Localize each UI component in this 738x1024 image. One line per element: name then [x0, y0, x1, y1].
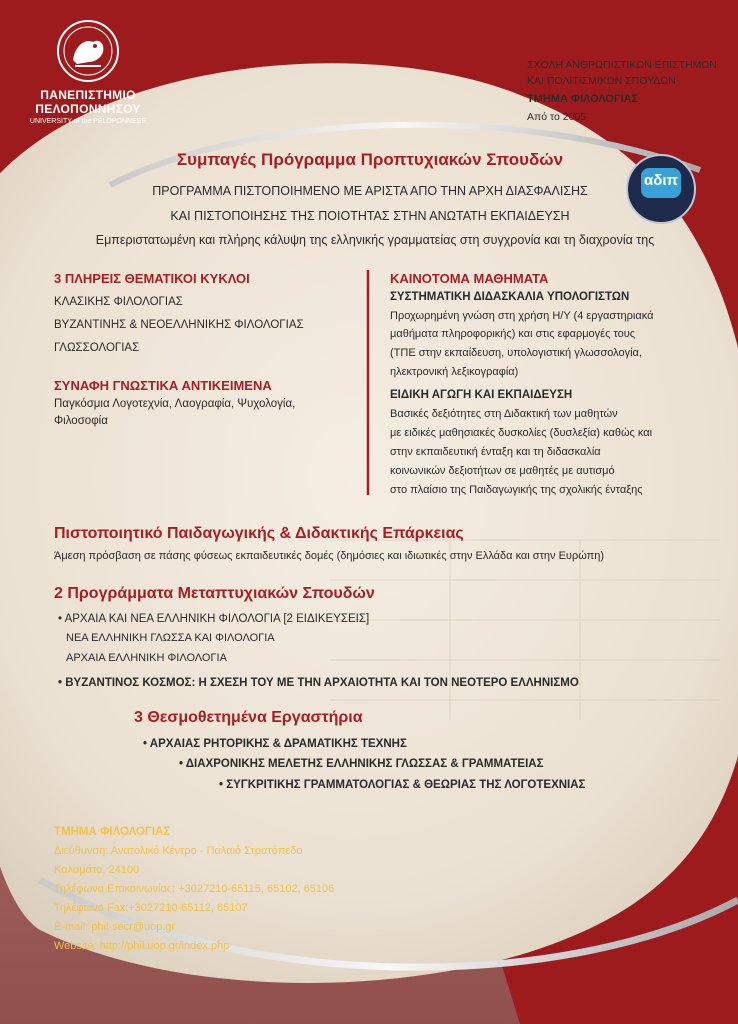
badge-text: αδιπ: [644, 172, 678, 189]
contact-email[interactable]: E-mail: phil-secr@uop.gr: [54, 921, 176, 933]
postgrad-item1: • ΑΡΧΑΙΑ ΚΑΙ ΝΕΑ ΕΛΛΗΝΙΚΗ ΦΙΛΟΛΟΓΙΑ [2 ΕΙΔΙΚΕΥΣΕΙΣ]: [58, 613, 370, 625]
contact-address: Διεύθυνση: Ανατολικό Κέντρο - Παλαιό Στρατόπεδο: [54, 845, 303, 857]
certificate-text: Άμεση πρόσβαση σε πάσης φύσεως εκπαιδευτικές δομές (δημόσιες και ιδιωτικές στην Ελλάδα και στην Ευρώπη): [54, 550, 605, 562]
sub2-line: με ειδικές μαθησιακές δυσκολίες (δυσλεξία) καθώς και: [390, 427, 653, 439]
school-line1: ΣΧΟΛΗ ΑΝΘΡΩΠΙΣΤΙΚΩΝ ΕΠΙΣΤΗΜΩΝ: [527, 59, 717, 71]
school-line2: ΚΑΙ ΠΟΛΙΤΙΣΜΙΚΩΝ ΣΠΟΥΔΩΝ: [527, 75, 676, 87]
innovative-sub1: ΣΥΣΤΗΜΑΤΙΚΗ ΔΙΔΑΣΚΑΛΙΑ ΥΠΟΛΟΓΙΣΤΩΝ: [390, 291, 630, 303]
sub1-line: Προχωρημένη γνώση στη χρήση Η/Υ (4 εργαστηριακά: [390, 310, 654, 322]
contact-title: ΤΜΗΜΑ ΦΙΛΟΛΟΓΙΑΣ: [54, 826, 171, 838]
related-heading: ΣΥΝΑΦΗ ΓΝΩΣΤΙΚΑ ΑΝΤΙΚΕΙΜΕΝΑ: [54, 378, 272, 393]
postgrad-heading: 2 Προγράμματα Μεταπτυχιακών Σπουδών: [54, 585, 375, 602]
cycle-item: ΓΛΩΣΣΟΛΟΓΙΑΣ: [54, 342, 140, 354]
title-line1: ΠΡΟΓΡΑΜΜΑ ΠΙΣΤΟΠΟΙΗΜΕΝΟ ΜΕ ΑΡΙΣΤΑ ΑΠΟ ΤΗΝ ΑΡΧΗ ΔΙΑΣΦΑΛΙΣΗΣ: [152, 184, 588, 198]
contact-website[interactable]: Website: http://phil.uop.gr/index.php: [54, 940, 230, 952]
innovative-heading: ΚΑΙΝΟΤΟΜΑ ΜΑΘΗΜΑΤΑ: [390, 271, 549, 286]
department-title: ΤΜΗΜΑ ΦΙΛΟΛΟΓΙΑΣ: [527, 93, 639, 105]
logo-name-line2: ΠΕΛΟΠΟΝΝΗΣΟΥ: [35, 102, 141, 116]
owl-seal-icon: [55, 18, 121, 84]
contact-phones: Τηλέφωνα Επικοινωνίας: +3027210-65115, 65102, 65106: [54, 883, 335, 895]
cycle-item: ΒΥΖΑΝΤΙΝΗΣ & ΝΕΟΕΛΛΗΝΙΚΗΣ ΦΙΛΟΛΟΓΙΑΣ: [54, 319, 304, 331]
postgrad-item1-sub: ΑΡΧΑΙΑ ΕΛΛΗΝΙΚΗ ΦΙΛΟΛΟΓΙΑ: [66, 652, 227, 664]
sub1-line: μαθήματα πληροφορικής) και στις εφαρμογές τους: [390, 328, 636, 340]
related-line1: Παγκόσμια Λογοτεχνία, Λαογραφία, Ψυχολογία,: [54, 398, 296, 410]
logo-name-en: UNIVERSITY of the PELOPONNESE: [29, 118, 147, 125]
lab-item: • ΑΡΧΑΙΑΣ ΡΗΤΟΡΙΚΗΣ & ΔΡΑΜΑΤΙΚΗΣ ΤΕΧΝΗΣ: [143, 738, 407, 750]
lab-item: • ΣΥΓΚΡΙΤΙΚΗΣ ΓΡΑΜΜΑΤΟΛΟΓΙΑΣ & ΘΕΩΡΙΑΣ ΤΗΣ ΛΟΓΟΤΕΧΝΙΑΣ: [219, 779, 586, 791]
sub1-line: (ΤΠΕ στην εκπαίδευση, υπολογιστική γλωσσολογία,: [390, 347, 642, 359]
innovative-sub2: ΕΙΔΙΚΗ ΑΓΩΓΗ ΚΑΙ ΕΚΠΑΙΔΕΥΣΗ: [390, 389, 573, 401]
related-line2: Φιλοσοφία: [54, 415, 108, 427]
logo-name-line1: ΠΑΝΕΠΙΣΤΗΜΙΟ: [40, 88, 136, 102]
page-title: Συμπαγές Πρόγραμμα Προπτυχιακών Σπουδών: [176, 150, 564, 169]
lab-item: • ΔΙΑΧΡΟΝΙΚΗΣ ΜΕΛΕΤΗΣ ΕΛΛΗΝΙΚΗΣ ΓΛΩΣΣΑΣ & ΓΡΑΜΜΑΤΕΙΑΣ: [179, 758, 544, 770]
contact-fax: Τηλέφωνο Fax:+3027210-65112, 65107: [54, 902, 248, 914]
cycles-heading: 3 ΠΛΗΡΕΙΣ ΘΕΜΑΤΙΚΟΙ ΚΥΚΛΟΙ: [54, 271, 250, 286]
certificate-heading: Πιστοποιητικό Παιδαγωγικής & Διδακτικής Επάρκειας: [54, 525, 464, 542]
sub2-line: στην εκπαιδευτική ένταξη και τη διδασκαλία: [390, 446, 601, 458]
university-logo: [18, 18, 158, 130]
postgrad-item2: • ΒΥΖΑΝΤΙΝΟΣ ΚΟΣΜΟΣ: Η ΣΧΕΣΗ ΤΟΥ ΜΕ ΤΗΝ ΑΡΧΑΙΟΤΗΤΑ ΚΑΙ ΤΟΝ ΝΕΟΤΕΡΟ ΕΛΛΗΝΙΣΜΟ: [58, 677, 579, 689]
sub2-line: στο πλαίσιο της Παιδαγωγικής της σχολικής ένταξης: [390, 484, 643, 496]
postgrad-item1-sub: ΝΕΑ ΕΛΛΗΝΙΚΗ ΓΛΩΣΣΑ ΚΑΙ ΦΙΛΟΛΟΓΙΑ: [66, 632, 275, 644]
contact-city: Καλαμάτα, 24100: [54, 864, 140, 876]
title-line3: Εμπεριστατωμένη και πλήρης κάλυψη της ελληνικής γραμματείας στη συγχρονία και τη διαχρονία της: [95, 233, 655, 247]
sub2-line: Βασικές δεξιότητες στη Διδακτική των μαθητών: [390, 408, 618, 420]
sub2-line: κοινωνικών δεξιοτήτων σε μαθητές με αυτισμό: [390, 465, 615, 477]
since-year: Από το 2005: [527, 111, 587, 123]
title-line2: ΚΑΙ ΠΙΣΤΟΠΟΙΗΣΗΣ ΤΗΣ ΠΟΙΟΤΗΤΑΣ ΣΤΗΝ ΑΝΩΤΑΤΗ ΕΚΠΑΙΔΕΥΣΗ: [170, 209, 570, 223]
sub1-line: ηλεκτρονική λεξικογραφία): [390, 366, 519, 378]
labs-heading: 3 Θεσμοθετημένα Εργαστήρια: [134, 709, 363, 726]
cycle-item: ΚΛΑΣΙΚΗΣ ΦΙΛΟΛΟΓΙΑΣ: [54, 296, 183, 308]
